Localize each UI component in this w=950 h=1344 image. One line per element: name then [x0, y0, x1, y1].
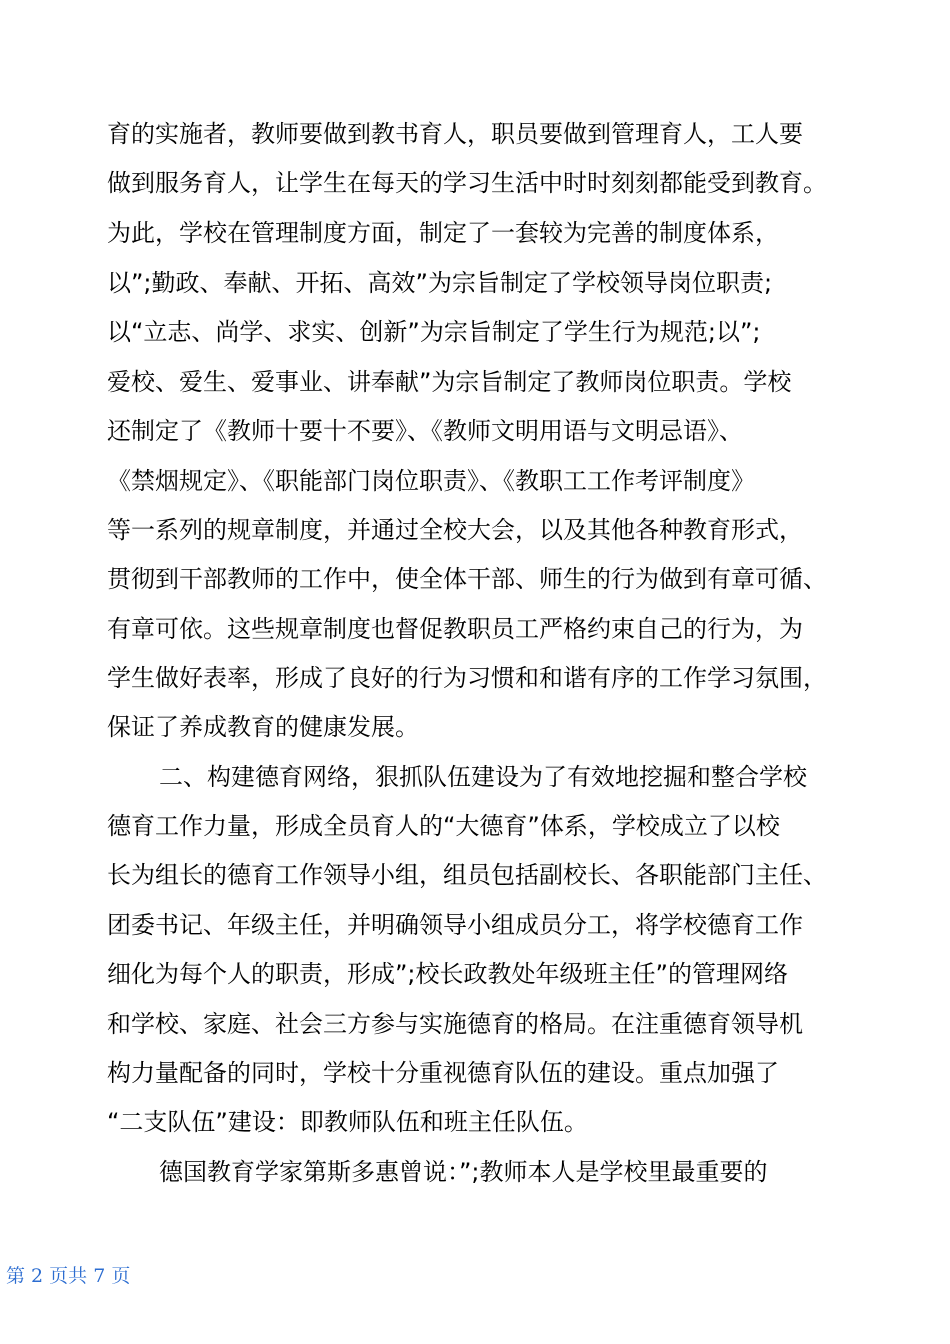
- text-line: 长为组长的德育工作领导小组，组员包括副校长、各职能部门主任、: [107, 861, 827, 889]
- text-line: 德育工作力量，形成全员育人的“大德育”体系，学校成立了以校: [107, 812, 780, 840]
- text-line: 为此，学校在管理制度方面，制定了一套较为完善的制度体系，: [107, 219, 779, 247]
- text-line: 有章可依。这些规章制度也督促教职员工严格约束自己的行为，为: [107, 615, 803, 643]
- text-line: 以“立志、尚学、求实、创新”为宗旨制定了学生行为规范;以”;: [107, 318, 761, 346]
- text-line: 《禁烟规定》、《职能部门岗位职责》、《教职工工作考评制度》: [107, 467, 755, 495]
- page-number-footer: 第 2 页共 7 页: [6, 1265, 131, 1287]
- text-line: 保证了养成教育的健康发展。: [107, 713, 419, 741]
- section-heading-line: 二、构建德育网络，狠抓队伍建设为了有效地挖掘和整合学校: [159, 763, 807, 791]
- text-line: 贯彻到干部教师的工作中，使全体干部、师生的行为做到有章可循、: [107, 565, 827, 593]
- text-line: 构力量配备的同时，学校十分重视德育队伍的建设。重点加强了: [107, 1059, 779, 1087]
- text-line: 细化为每个人的职责，形成”;校长政教处年级班主任”的管理网络: [107, 960, 788, 988]
- text-line: 做到服务育人，让学生在每天的学习生活中时时刻刻都能受到教育。: [107, 169, 827, 197]
- text-line: “二支队伍”建设：即教师队伍和班主任队伍。: [107, 1108, 588, 1136]
- text-line: 学生做好表率，形成了良好的行为习惯和和谐有序的工作学习氛围，: [107, 664, 827, 692]
- text-line: 爱校、爱生、爱事业、讲奉献”为宗旨制定了教师岗位职责。学校: [107, 368, 792, 396]
- text-line: 等一系列的规章制度，并通过全校大会，以及其他各种教育形式，: [107, 516, 803, 544]
- text-line: 和学校、家庭、社会三方参与实施德育的格局。在注重德育领导机: [107, 1010, 803, 1038]
- text-line: 还制定了《教师十要十不要》、《教师文明用语与文明忌语》、: [107, 417, 743, 445]
- text-line: 以”;勤政、奉献、开拓、高效”为宗旨制定了学校领导岗位职责;: [107, 269, 773, 297]
- text-line: 育的实施者，教师要做到教书育人，职员要做到管理育人，工人要: [107, 120, 803, 148]
- paragraph-start-line: 德国教育学家第斯多惠曾说：”;教师本人是学校里最重要的: [159, 1158, 768, 1186]
- text-line: 团委书记、年级主任，并明确领导小组成员分工，将学校德育工作: [107, 911, 803, 939]
